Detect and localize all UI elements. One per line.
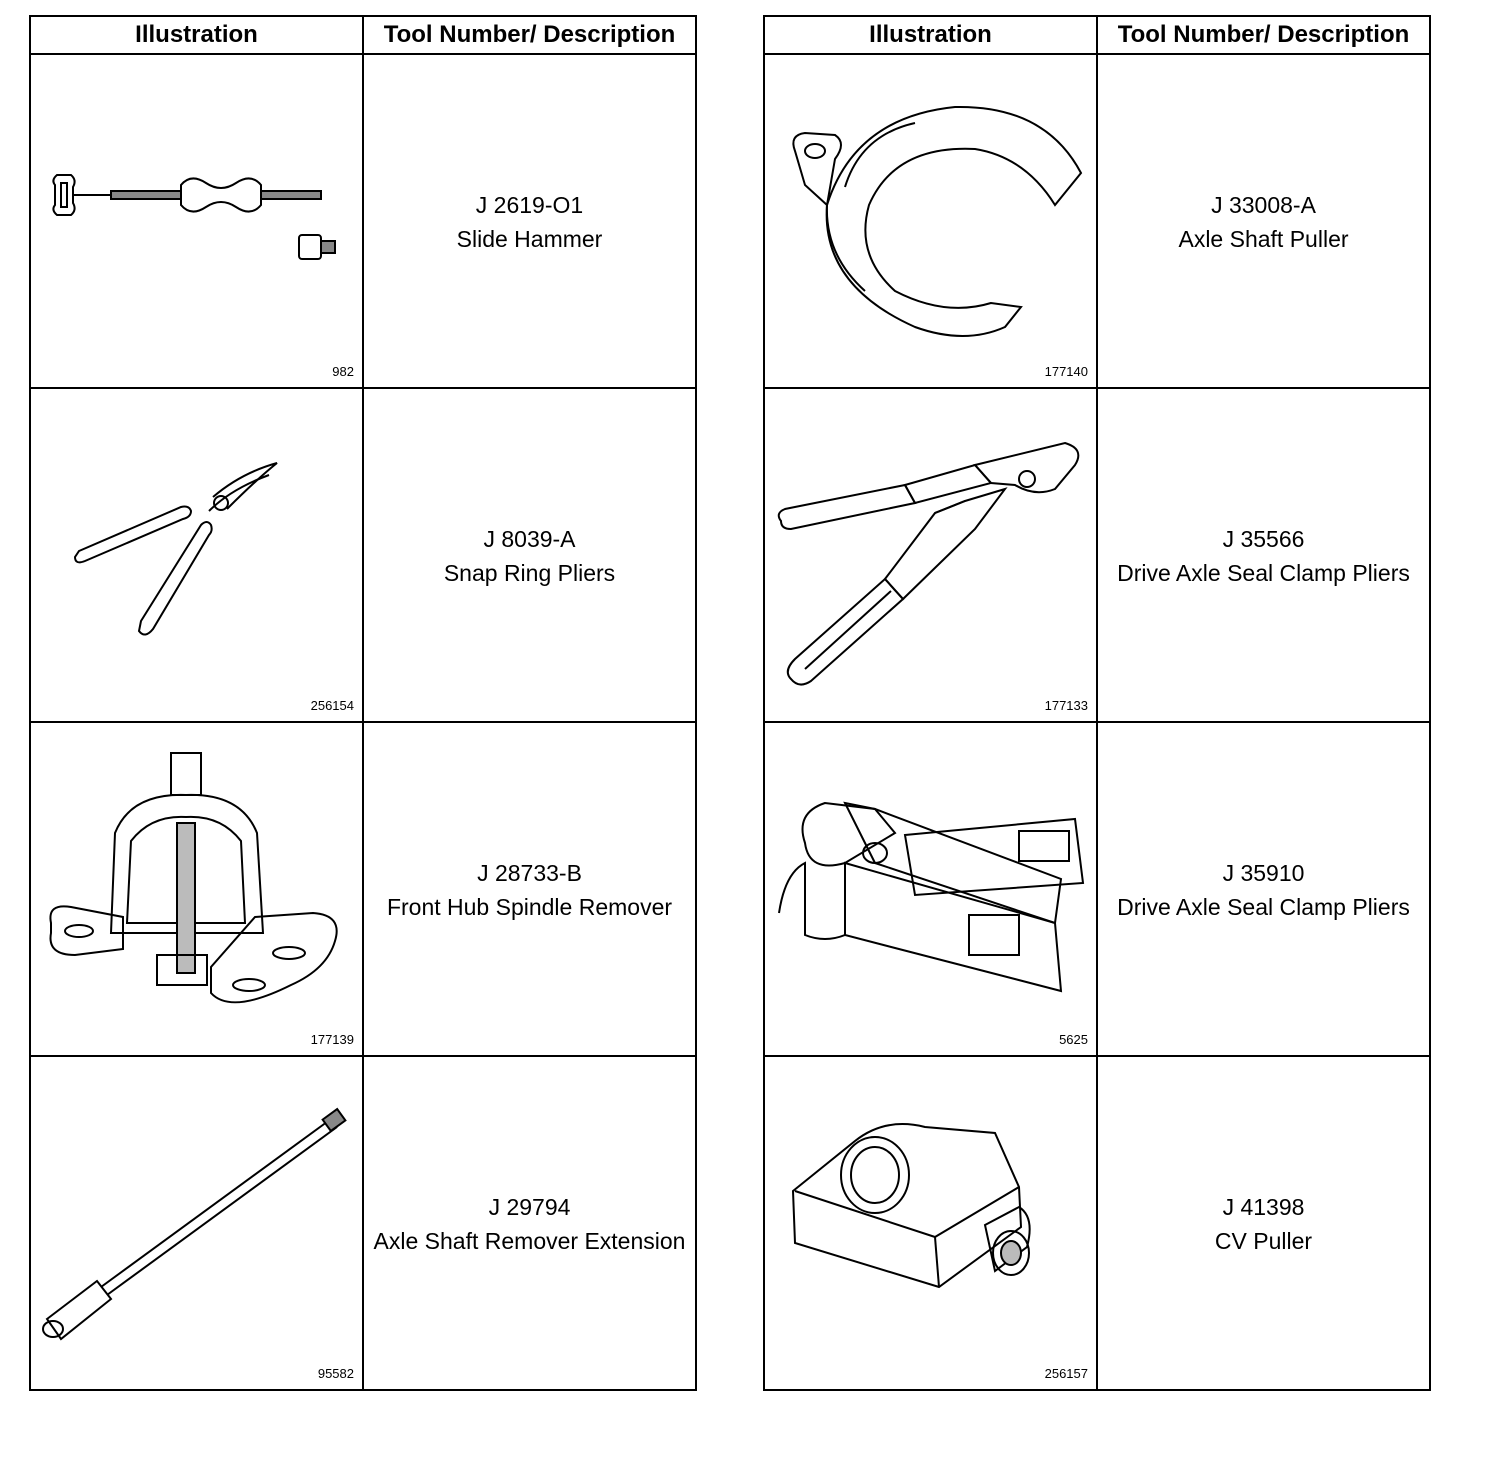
description-cell xyxy=(1097,1056,1430,1390)
tool-description: Snap Ring Pliers xyxy=(443,560,616,586)
header-row xyxy=(764,16,1430,54)
illustration-cell xyxy=(764,388,1097,722)
figure-number: 982 xyxy=(332,364,354,379)
description-cell xyxy=(363,54,696,388)
illustration-header: Illustration xyxy=(764,16,1097,54)
tool-number: J 41398 xyxy=(1222,1194,1305,1220)
tool-number: J 33008-A xyxy=(1211,192,1316,218)
illustration-cell xyxy=(30,388,363,722)
tool-number: J 28733-B xyxy=(477,860,582,886)
figure-number: 177140 xyxy=(1044,364,1088,379)
tool-description: Drive Axle Seal Clamp Pliers xyxy=(1117,894,1410,920)
illustration-cell xyxy=(30,54,363,388)
description-cell xyxy=(363,1056,696,1390)
snap-ring-pliers-icon xyxy=(31,389,364,721)
slide-hammer-icon xyxy=(31,55,364,387)
table-row xyxy=(30,722,696,1056)
figure-number: 256157 xyxy=(1044,1366,1088,1381)
seal-clamp-pliers-icon xyxy=(765,389,1098,721)
illustration-cell xyxy=(30,722,363,1056)
axle-shaft-puller-icon xyxy=(765,55,1098,387)
figure-number: 95582 xyxy=(317,1366,354,1381)
header-row xyxy=(30,16,696,54)
tool-description: Axle Shaft Puller xyxy=(1178,226,1349,252)
seal-clamp-tool-icon xyxy=(765,723,1098,1055)
left-tools-table xyxy=(29,15,697,1391)
description-cell xyxy=(363,722,696,1056)
right-tools-table xyxy=(763,15,1431,1391)
illustration-cell xyxy=(764,1056,1097,1390)
tool-description: CV Puller xyxy=(1214,1228,1313,1254)
spindle-remover-icon xyxy=(31,723,364,1055)
description-header: Tool Number/ Description xyxy=(1097,16,1430,54)
figure-number: 177133 xyxy=(1044,698,1088,713)
illustration-cell xyxy=(30,1056,363,1390)
illustration-cell xyxy=(764,54,1097,388)
description-cell xyxy=(363,388,696,722)
figure-number: 5625 xyxy=(1059,1032,1088,1047)
extension-rod-icon xyxy=(31,1057,364,1389)
table-row xyxy=(764,722,1430,1056)
tool-number: J 29794 xyxy=(488,1194,571,1220)
description-cell xyxy=(1097,388,1430,722)
description-cell xyxy=(1097,722,1430,1056)
tool-description: Axle Shaft Remover Extension xyxy=(373,1228,686,1254)
tool-number: J 2619-O1 xyxy=(475,192,584,218)
figure-number: 177139 xyxy=(310,1032,354,1047)
tool-number: J 35910 xyxy=(1222,860,1305,886)
table-row xyxy=(764,54,1430,388)
table-row xyxy=(30,1056,696,1390)
table-row xyxy=(764,1056,1430,1390)
description-header: Tool Number/ Description xyxy=(363,16,696,54)
description-cell xyxy=(1097,54,1430,388)
illustration-header: Illustration xyxy=(30,16,363,54)
table-row xyxy=(30,54,696,388)
tool-description: Front Hub Spindle Remover xyxy=(386,894,673,920)
table-row xyxy=(764,388,1430,722)
cv-puller-icon xyxy=(765,1057,1098,1389)
table-row xyxy=(30,388,696,722)
tool-number: J 8039-A xyxy=(483,526,576,552)
illustration-cell xyxy=(764,722,1097,1056)
tool-description: Slide Hammer xyxy=(456,226,603,252)
tool-number: J 35566 xyxy=(1222,526,1305,552)
tool-description: Drive Axle Seal Clamp Pliers xyxy=(1117,560,1410,586)
figure-number: 256154 xyxy=(310,698,354,713)
